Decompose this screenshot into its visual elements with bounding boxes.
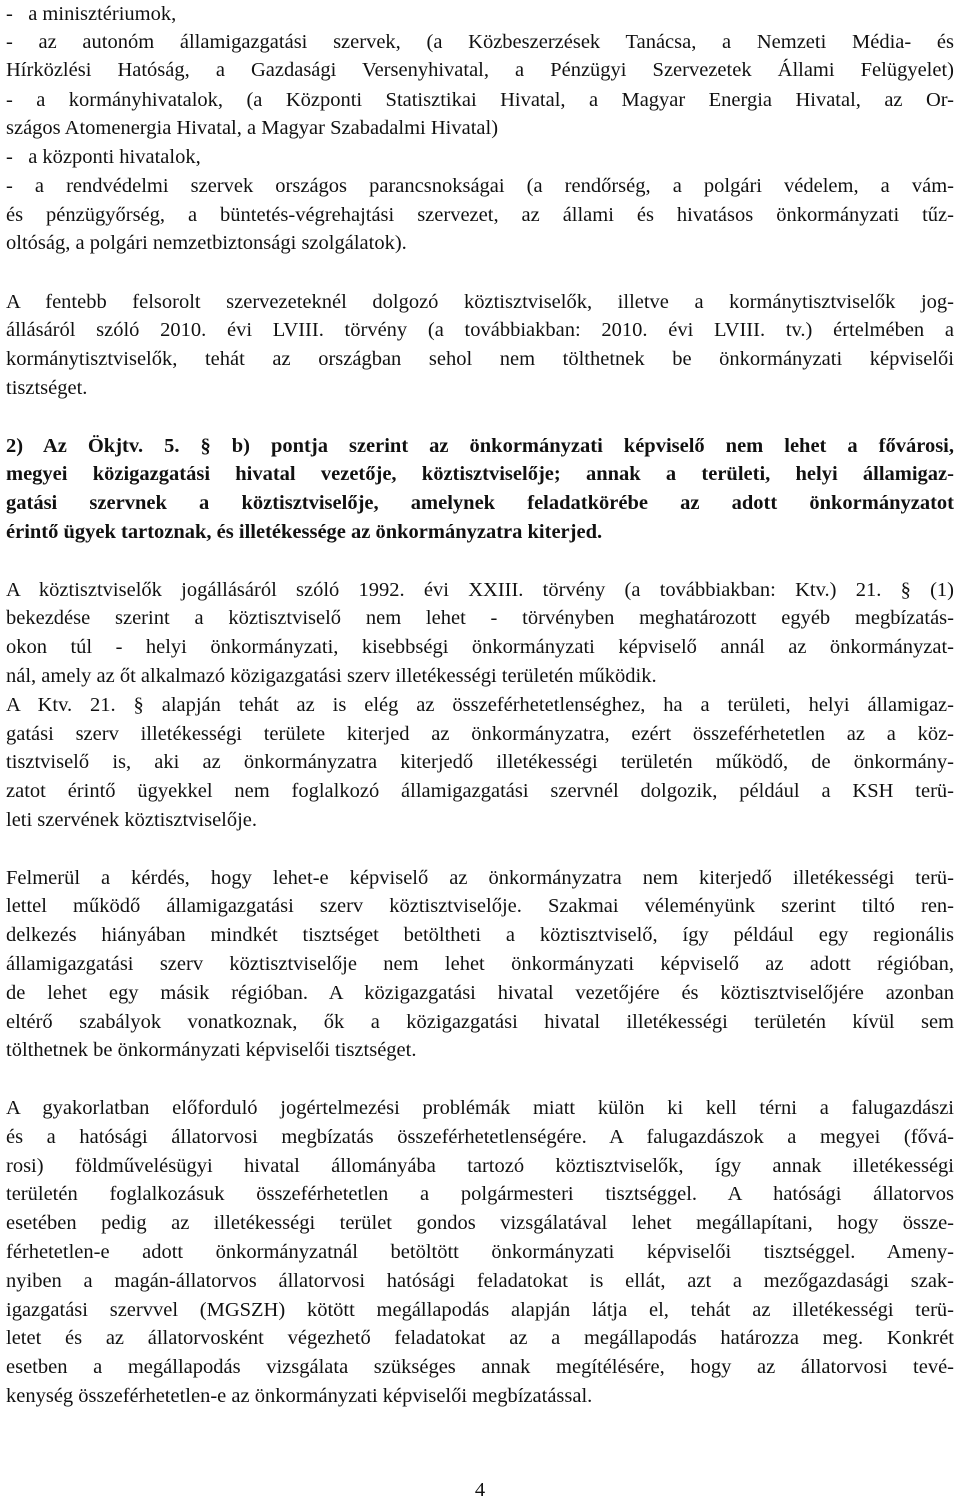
text-line: és a hatósági állatorvosi megbízatás összeférhetetlenségére. A falugazdászok a megyei (fővá- <box>6 1126 954 1148</box>
text-line: területén foglalkozásuk összeférhetetlen a polgármesteri tisztséggel. A hatósági állatorvos <box>6 1183 954 1205</box>
text-line: letet és az állatorvosként végezhető feladatokat az a megállapodás határozza meg. Konkrét <box>6 1327 954 1349</box>
text-line: kormánytisztviselők, tehát az országban sehol nem tölthetnek be önkormányzati képviselői <box>6 348 954 370</box>
text-line: Hírközlési Hatóság, a Gazdasági Versenyhivatal, a Pénzügyi Szervezetek Állami Felügyelet) <box>6 59 954 81</box>
text-line: esetében pedig az illetékességi terület gondos vizsgálatával lehet megállapítani, hogy össze- <box>6 1212 954 1234</box>
text-line: igazgatási szervvel (MGSZH) kötött megállapodás alapján látja el, tehát az illetékességi terü- <box>6 1299 954 1321</box>
text-line: delkezés hiányában mindkét tisztséget betöltheti a köztisztviselő, így például egy regionális <box>6 924 954 946</box>
text-line: A Ktv. 21. § alapján tehát az is elég az összeférhetetlenséghez, ha a területi, helyi államigaz- <box>6 694 954 716</box>
text-line: lettel működő államigazgatási szerv köztisztviselője. Szakmai véleményünk szerint tiltó ren- <box>6 895 954 917</box>
page-number: 4 <box>474 1479 486 1501</box>
text-line: és pénzügyőrség, a büntetés-végrehajtási szervezet, az állami és hivatásos önkormányzati tűz- <box>6 204 954 226</box>
text-line: zatot érintő ügyekkel nem foglalkozó államigazgatási szervnél dolgozik, például a KSH terü- <box>6 780 954 802</box>
text-line: kenység összeférhetetlen-e az önkormányzati képviselői megbízatással. <box>6 1385 593 1407</box>
text-line: - a központi hivatalok, <box>6 146 201 168</box>
text-line: de lehet egy másik régióban. A közigazgatási hivatal vezetőjére és köztisztviselőjére azonban <box>6 982 954 1004</box>
text-line: gatási szerv illetékességi területe kiterjed az önkormányzatra, ezért összeférhetetlen az a köz- <box>6 723 954 745</box>
text-line: rosi) földművelésügyi hivatal állományába tartozó köztisztviselők, így annak illetékességi <box>6 1155 954 1177</box>
text-line: tisztséget. <box>6 377 88 399</box>
text-line: bekezdése szerint a köztisztviselő nem lehet - törvényben meghatározott egyéb megbízatás- <box>6 607 954 629</box>
text-line: eltérő szabályok vonatkoznak, ők a közigazgatási hivatal illetékességi területén kívül sem <box>6 1011 954 1033</box>
text-line: - az autonóm államigazgatási szervek, (a Közbeszerzések Tanácsa, a Nemzeti Média- és <box>6 31 954 53</box>
text-line: nál, amely az őt alkalmazó közigazgatási szerv illetékességi területén működik. <box>6 665 657 687</box>
text-line: állásáról szóló 2010. évi LVIII. törvény (a továbbiakban: 2010. évi LVIII. tv.) értelmében a <box>6 319 954 341</box>
text-line: okon túl - helyi önkormányzati, kisebbségi önkormányzati képviselő annál az önkormányzat- <box>6 636 954 658</box>
text-line: Felmerül a kérdés, hogy lehet-e képviselő az önkormányzatra nem kiterjedő illetékességi terü- <box>6 867 954 889</box>
text-line: - a kormányhivatalok, (a Központi Statisztikai Hivatal, a Magyar Energia Hivatal, az Or- <box>6 89 954 111</box>
text-line: gatási szervnek a köztisztviselője, amelynek feladatkörébe az adott önkormányzatot <box>6 492 954 514</box>
text-line: tisztviselő is, aki az önkormányzatra kiterjedő illetékességi területén működő, de önkormány- <box>6 751 954 773</box>
text-line: - a minisztériumok, <box>6 3 177 25</box>
text-line: A gyakorlatban előforduló jogértelmezési problémák miatt külön ki kell térni a falugazdászi <box>6 1097 954 1119</box>
text-line: szágos Atomenergia Hivatal, a Magyar Szabadalmi Hivatal) <box>6 117 499 139</box>
text-line: érintő ügyek tartoznak, és illetékessége az önkormányzatra kiterjed. <box>6 521 603 543</box>
text-line: A köztisztviselők jogállásáról szóló 1992. évi XXIII. törvény (a továbbiakban: Ktv.) 21. § (1) <box>6 579 954 601</box>
text-line: leti szervének köztisztviselője. <box>6 809 258 831</box>
text-line: - a rendvédelmi szervek országos parancsnokságai (a rendőrség, a polgári védelem, a vám- <box>6 175 954 197</box>
text-line: oltóság, a polgári nemzetbiztonsági szolgálatok). <box>6 232 407 254</box>
text-line: államigazgatási szerv köztisztviselője nem lehet önkormányzati képviselő az adott régióban, <box>6 953 954 975</box>
text-line: nyiben a magán-állatorvos állatorvosi hatósági feladatokat is ellát, azt a mezőgazdasági szak- <box>6 1270 954 1292</box>
text-line: esetben a megállapodás vizsgálata szükséges annak megítélésére, hogy az állatorvosi tevé- <box>6 1356 954 1378</box>
text-line: megyei közigazgatási hivatal vezetője, köztisztviselője; annak a területi, helyi államigaz- <box>6 463 954 485</box>
text-line: 2) Az Ökjtv. 5. § b) pontja szerint az önkormányzati képviselő nem lehet a fővárosi, <box>6 435 954 457</box>
text-line: tölthetnek be önkormányzati képviselői tisztséget. <box>6 1039 417 1061</box>
text-line: férhetetlen-e adott önkormányzatnál betöltött önkormányzati képviselői tisztséggel. Ameny- <box>6 1241 954 1263</box>
text-line: A fentebb felsorolt szervezeteknél dolgozó köztisztviselők, illetve a kormánytisztviselők jog- <box>6 291 954 313</box>
